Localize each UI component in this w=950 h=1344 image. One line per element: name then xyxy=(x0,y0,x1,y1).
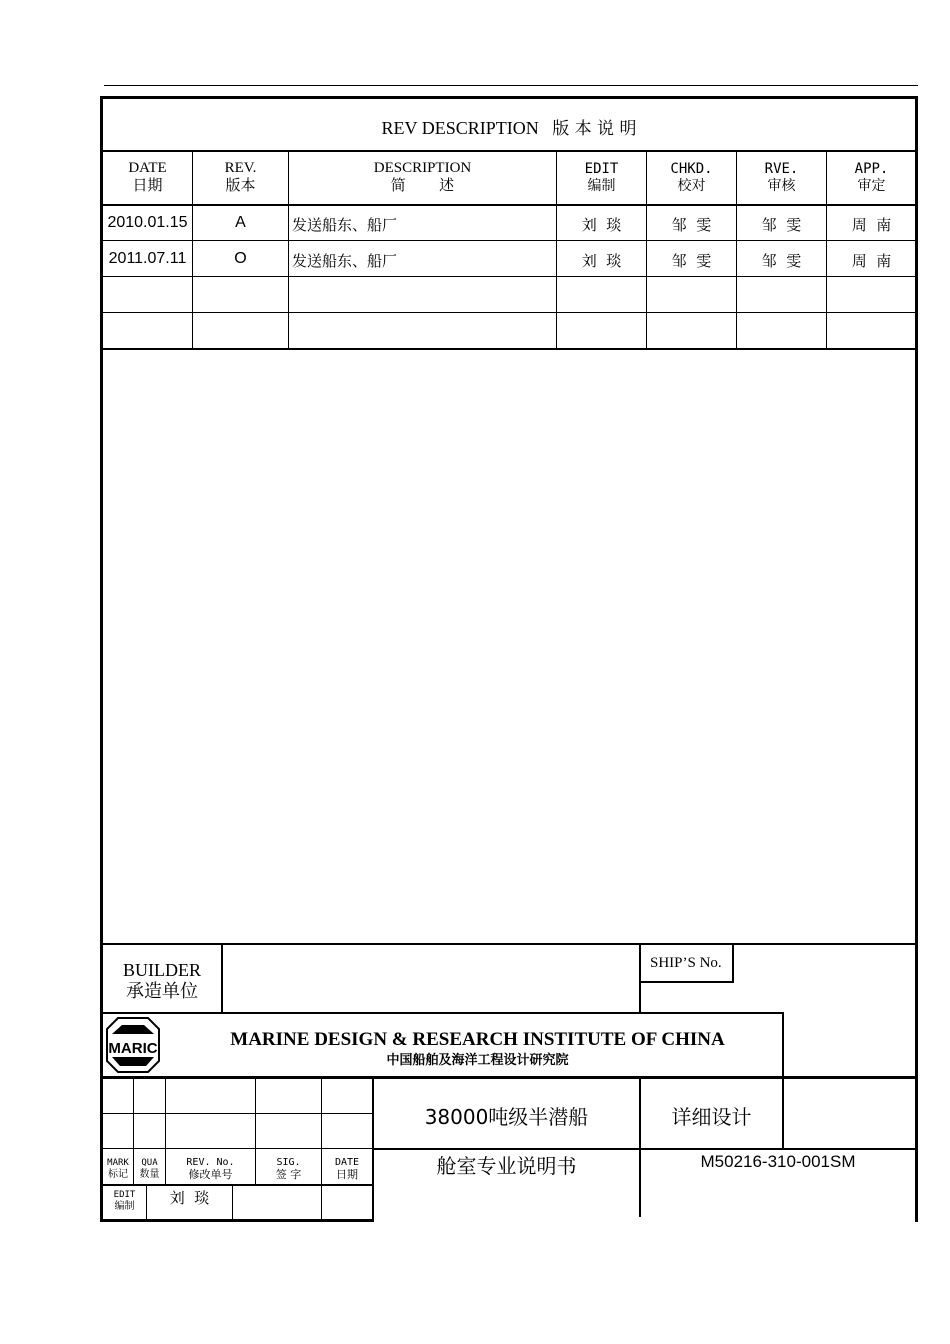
mark-label: MARK 标记 xyxy=(107,1158,129,1180)
maric-logo xyxy=(106,1017,160,1073)
row1-edit: 刘 琰 xyxy=(581,216,622,234)
header-rve: RVE. 审核 xyxy=(764,161,799,194)
header-date: DATE 日期 xyxy=(128,160,167,194)
document-title: 舱室专业说明书 xyxy=(436,1154,577,1178)
institute-name-cn: 中国船舶及海洋工程设计研究院 xyxy=(386,1053,569,1068)
title-block-top-line xyxy=(103,943,915,945)
row2-app: 周 南 xyxy=(851,252,892,270)
row1-chkd: 邹 雯 xyxy=(671,216,712,234)
institute-top-line-left xyxy=(103,1012,640,1014)
row2-chkd: 邹 雯 xyxy=(671,252,712,270)
drawing-block-top-line xyxy=(103,1076,915,1079)
mini-grid-line xyxy=(103,1148,373,1149)
stage-right-sep xyxy=(782,1078,784,1149)
row1-rev: A xyxy=(235,214,246,231)
editor-name: 刘 琰 xyxy=(169,1189,210,1207)
edit-sep xyxy=(232,1185,233,1222)
edit-label: EDIT 编制 xyxy=(113,1190,136,1212)
header-edit: EDIT 编制 xyxy=(584,161,619,194)
ships-no-label: SHIP’S No. xyxy=(650,955,722,971)
ship-name: 38000吨级半潜船 xyxy=(424,1105,589,1129)
header-chkd: CHKD. 校对 xyxy=(670,161,713,194)
rev-header-bottom-line xyxy=(103,204,915,206)
rev-title-cn: 版 本 说 明 xyxy=(552,119,637,139)
row1-date: 2010.01.15 xyxy=(107,214,188,231)
mini-grid-line xyxy=(103,1113,373,1114)
design-stage: 详细设计 xyxy=(671,1105,752,1129)
row2-date: 2011.07.11 xyxy=(108,250,187,267)
row2-rev: O xyxy=(234,250,247,267)
rev-table-bottom-line xyxy=(103,348,915,350)
institute-top-line xyxy=(640,1012,783,1014)
revno-label: REV. No. 修改单号 xyxy=(186,1157,235,1181)
rev-header-top-line xyxy=(103,150,915,152)
header-rule xyxy=(104,85,918,86)
document-number: M50216-310-001SM xyxy=(700,1152,856,1171)
rev-row-line-3 xyxy=(103,312,915,313)
mini-grid-sep xyxy=(321,1078,322,1222)
rev-title-en: REV DESCRIPTION xyxy=(381,118,539,138)
header-app: APP. 审定 xyxy=(854,161,889,194)
row1-rve: 邹 雯 xyxy=(761,216,802,234)
row1-app: 周 南 xyxy=(851,216,892,234)
row2-desc: 发送船东、船厂 xyxy=(292,252,398,270)
row1-desc: 发送船东、船厂 xyxy=(292,216,398,234)
header-description: DESCRIPTION 简 述 xyxy=(373,160,472,194)
builder-sep xyxy=(221,944,223,1014)
rev-row-line-1 xyxy=(103,240,915,241)
row2-rve: 邹 雯 xyxy=(761,252,802,270)
mini-grid-line-bold xyxy=(103,1184,373,1186)
sig-label: SIG. 签 字 xyxy=(275,1157,302,1181)
institute-name-en: MARINE DESIGN & RESEARCH INSTITUTE OF CHINA xyxy=(230,1029,725,1050)
rev-table-title xyxy=(103,114,915,139)
mini-grid-bottom-line xyxy=(100,1219,374,1222)
header-rev: REV. 版本 xyxy=(224,160,257,194)
date-label: DATE 日期 xyxy=(334,1157,360,1181)
logo-text: MARIC xyxy=(108,1040,158,1057)
rev-row-line-2 xyxy=(103,276,915,277)
qua-label: QUA 数量 xyxy=(139,1158,160,1180)
row2-edit: 刘 琰 xyxy=(581,252,622,270)
builder-label: BUILDER 承造单位 xyxy=(123,960,201,1002)
maric-logo-icon xyxy=(106,1017,160,1073)
